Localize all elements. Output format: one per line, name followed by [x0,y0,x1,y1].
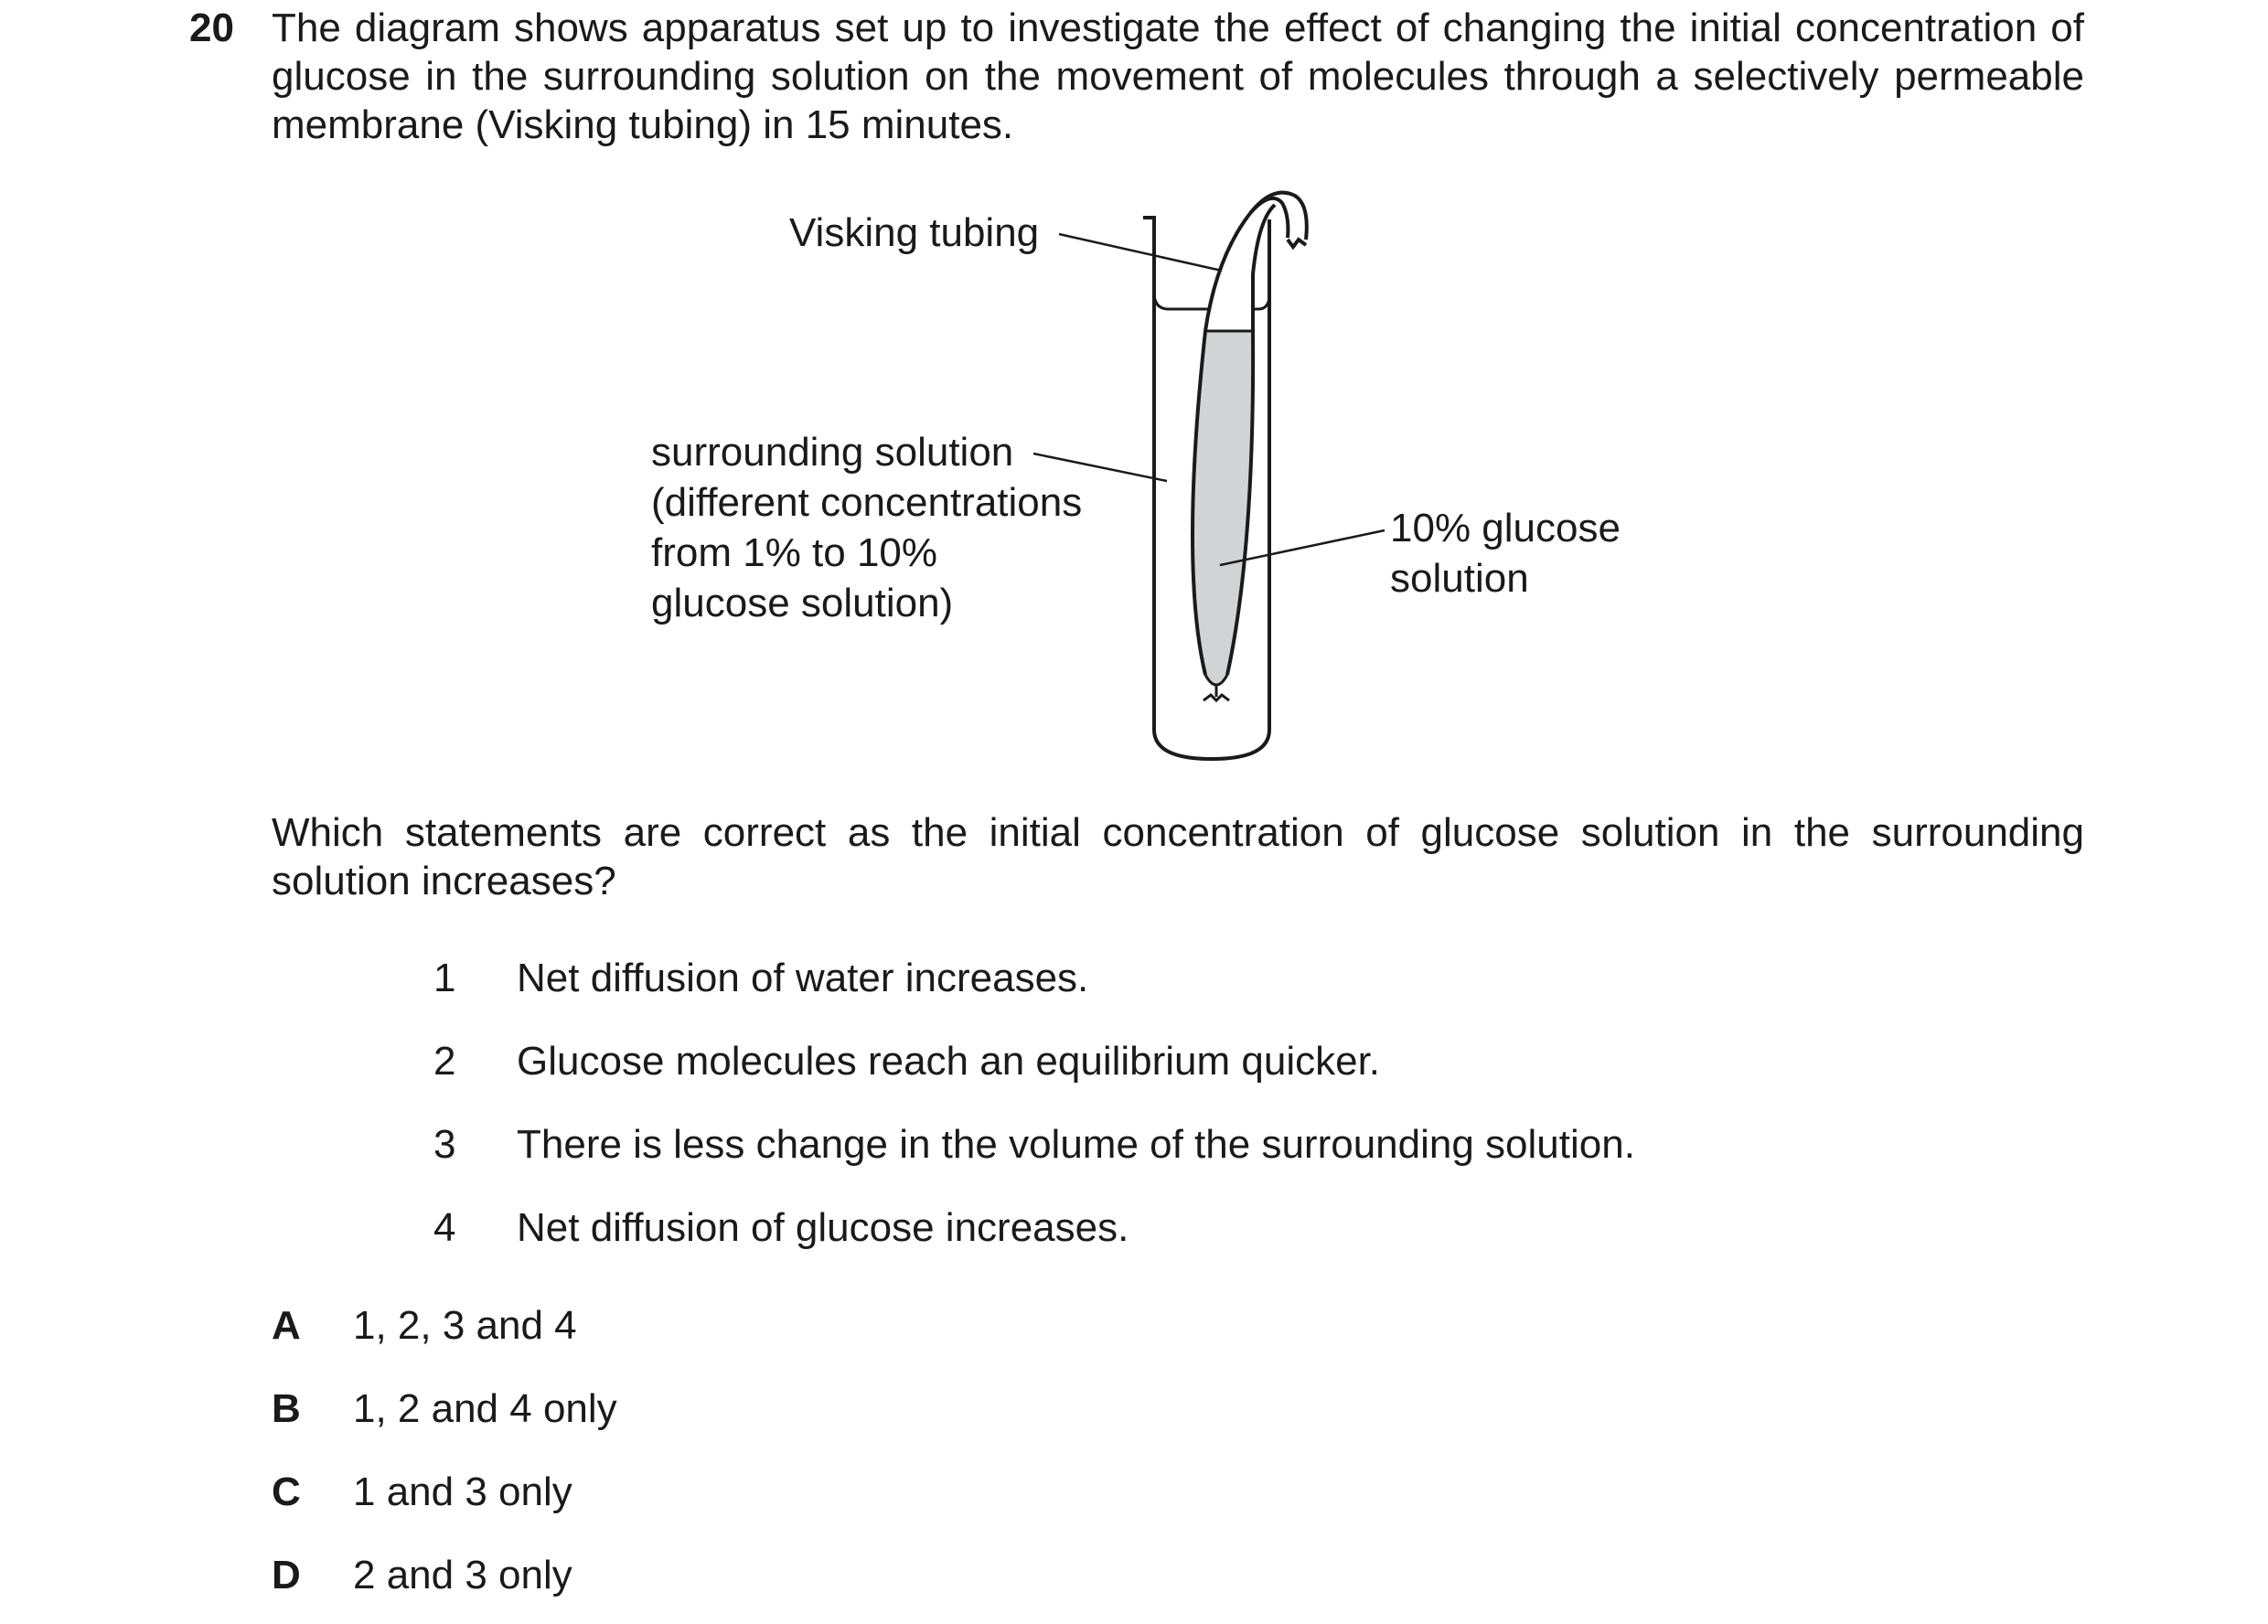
option-letter-a: A [272,1303,301,1348]
statement-number: 1 [433,956,456,1000]
option-letter-d: D [272,1553,301,1597]
question-number: 20 [189,5,234,50]
statement-text: Glucose molecules reach an equilibrium quicker. [517,1039,1381,1084]
statement-number: 3 [433,1122,456,1167]
statement-text: Net diffusion of water increases. [517,956,1089,1000]
question-prompt: Which statements are correct as the initial concentration of glucose solution in the surrounding solution increases? [272,810,2084,903]
option-d[interactable]: 2 and 3 only [353,1553,572,1597]
statement-text: Net diffusion of glucose increases. [517,1205,1129,1250]
option-letter-c: C [272,1469,301,1514]
label-visking-tubing: Visking tubing [789,210,1040,255]
option-c[interactable]: 1 and 3 only [353,1469,572,1514]
label-glucose-2: solution [1390,556,1529,601]
label-surrounding-4: glucose solution) [651,581,954,625]
apparatus-drawing [0,0,2268,805]
label-surrounding-2: (different concentrations [651,480,1083,525]
label-surrounding-1: surrounding solution [651,430,1014,475]
statement-number: 2 [433,1039,456,1084]
option-a[interactable]: 1, 2, 3 and 4 [353,1303,577,1348]
statement-text: There is less change in the volume of the surrounding solution. [517,1122,1635,1167]
option-b[interactable]: 1, 2 and 4 only [353,1386,617,1431]
visking-tube-fill [1193,331,1253,685]
question-stem: The diagram shows apparatus set up to investigate the effect of changing the initial concentration of glucose in the surrounding solution on the movement of molecules through a selectively permeable membrane (Visking tubing) in 15 minutes. [272,5,2084,147]
label-glucose-1: 10% glucose [1390,506,1621,550]
statement-number: 4 [433,1205,456,1250]
label-surrounding-3: from 1% to 10% [651,530,938,575]
option-letter-b: B [272,1386,301,1431]
